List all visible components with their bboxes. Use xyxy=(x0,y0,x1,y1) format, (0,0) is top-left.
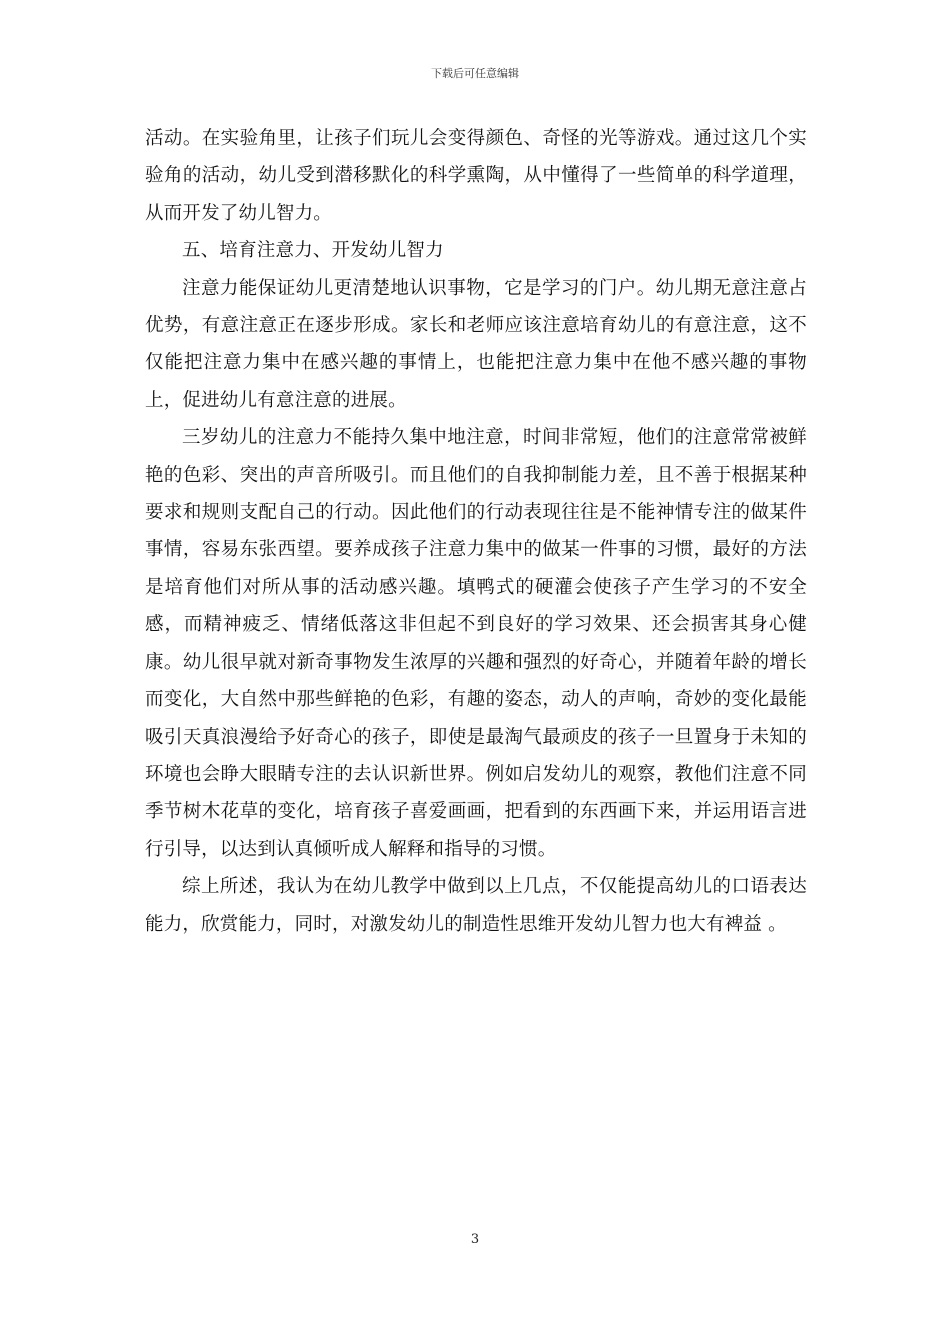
paragraph-attention-intro: 注意力能保证幼儿更清楚地认识事物，它是学习的门户。幼儿期无意注意占优势，有意注意正在逐步形成。家长和老师应该注意培育幼儿的有意注意，这不仅能把注意力集中在感兴趣的事情上，也能把注意力集中在他不感兴趣的事物上，促进幼儿有意注意的进展。 xyxy=(145,277,807,411)
paragraph-continued-experiment: 活动。在实验角里，让孩子们玩儿会变得颜色、奇怪的光等游戏。通过这几个实验角的活动，幼儿受到潜移默化的科学熏陶，从中懂得了一些简单的科学道理，从而开发了幼儿智力。 xyxy=(145,128,807,224)
body-text xyxy=(145,120,807,943)
page-header: 下载后可任意编辑 xyxy=(431,67,519,80)
paragraph-three-year-olds: 三岁幼儿的注意力不能持久集中地注意，时间非常短，他们的注意常常被鲜艳的色彩、突出的声音所吸引。而且他们的自我抑制能力差，且不善于根据某种要求和规则支配自己的行动。因此他们的行动表现往往是不能神情专注的做某件事情，容易东张西望。要养成孩子注意力集中的做某一件事的习惯，最好的方法是培育他们对所从事的活动感兴趣。填鸭式的硬灌会使孩子产生学习的不安全感，而精神疲乏、情绪低落这非但起不到良好的学习效果、还会损害其身心健康。幼儿很早就对新奇事物发生浓厚的兴趣和强烈的好奇心，并随着年龄的增长而变化，大自然中那些鲜艳的色彩，有趣的姿态，动人的声响，奇妙的变化最能吸引天真浪漫给予好奇心的孩子，即使是最淘气最顽皮的孩子一旦置身于未知的环境也会睁大眼睛专注的去认识新世界。例如启发幼儿的观察，教他们注意不同季节树木花草的变化，培育孩子喜爱画画，把看到的东西画下来，并运用语言进行引导，以达到认真倾听成人解释和指导的习惯。 xyxy=(145,427,807,860)
page-number: 3 xyxy=(470,1232,480,1247)
paragraph-conclusion: 综上所述，我认为在幼儿教学中做到以上几点，不仅能提高幼儿的口语表达能力，欣赏能力，同时，对激发幼儿的制造性思维开发幼儿智力也大有裨益 。 xyxy=(145,876,807,935)
section-heading-attention: 五、培育注意力、开发幼儿智力 xyxy=(182,240,444,262)
